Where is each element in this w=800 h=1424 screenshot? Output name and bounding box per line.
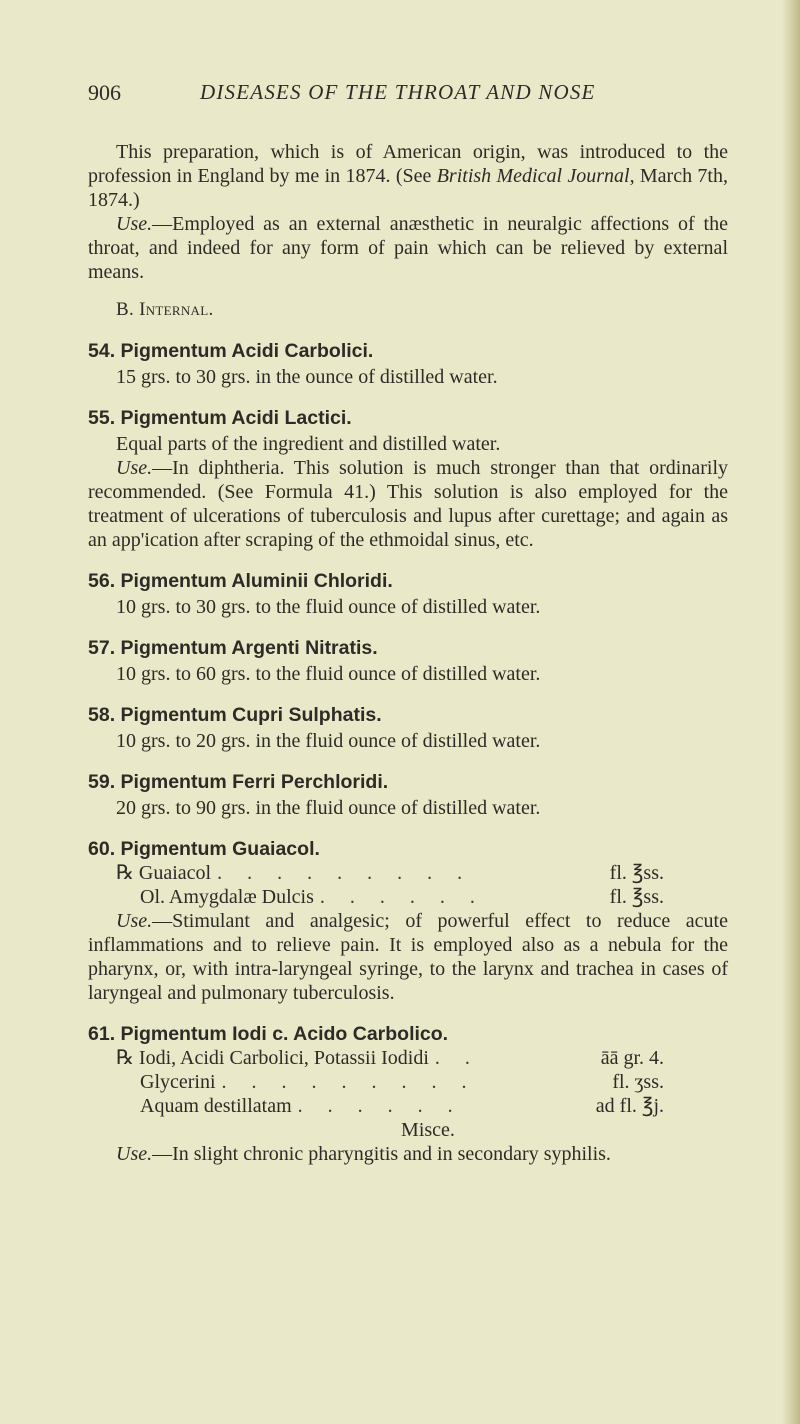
formula-detail: 20 grs. to 90 grs. in the fluid ounce of distilled water.	[116, 797, 541, 819]
formula-title: 61. Pigmentum Iodi c. Acido Carbolico.	[88, 1023, 449, 1045]
formula-title: 58. Pigmentum Cupri Sulphatis.	[88, 704, 382, 726]
intro-paragraph: This preparation, which is of American origin, was introduced to the profession in England by me in 1874. (See British Medical Journal, March 7th, 1874.)	[88, 141, 728, 211]
formula-61	[88, 1022, 728, 1166]
use-label: Use.	[116, 910, 153, 932]
prescription-line: Aquam destillatam . . . . . . ad fl. ℥j.	[140, 1095, 664, 1117]
formula-59	[88, 770, 728, 820]
prescription-line: ℞ Guaiacol . . . . . . . . . fl. ℥ss.	[116, 862, 664, 884]
formula-title: 56. Pigmentum Aluminii Chloridi.	[88, 570, 393, 592]
formula-57	[88, 636, 728, 686]
formula-58	[88, 703, 728, 753]
formula-detail: 10 grs. to 30 grs. to the fluid ounce of distilled water.	[116, 596, 541, 618]
use-label: Use.	[116, 457, 153, 479]
misce-instruction: Misce.	[401, 1119, 455, 1141]
prescription-line: Glycerini . . . . . . . . . fl. ʒss.	[140, 1071, 664, 1093]
formula-use: Use.—In slight chronic pharyngitis and in secondary syphilis.	[116, 1143, 611, 1165]
formula-title: 57. Pigmentum Argenti Nitratis.	[88, 637, 378, 659]
journal-title: British Medical Journal	[436, 165, 630, 187]
formula-title: 54. Pigmentum Acidi Carbolici.	[88, 340, 374, 362]
formula-56	[88, 569, 728, 619]
running-title: DISEASES OF THE THROAT AND NOSE	[200, 80, 596, 104]
formula-detail: 10 grs. to 60 grs. to the fluid ounce of distilled water.	[116, 663, 541, 685]
page-header	[88, 80, 728, 110]
formula-title: 55. Pigmentum Acidi Lactici.	[88, 407, 352, 429]
page-edge-shadow	[782, 0, 800, 1424]
use-label: Use.	[116, 1143, 153, 1165]
page-number: 906	[88, 80, 121, 105]
formula-60	[88, 837, 728, 1005]
page-body	[88, 140, 728, 1166]
formula-55	[88, 406, 728, 552]
section-heading: B. Internal.	[116, 299, 214, 320]
formula-detail: 10 grs. to 20 grs. in the fluid ounce of distilled water.	[116, 730, 541, 752]
formula-54	[88, 339, 728, 389]
use-label: Use.	[116, 213, 153, 235]
prescription-line: Ol. Amygdalæ Dulcis . . . . . . fl. ℥ss.	[140, 886, 664, 908]
prescription-line: ℞ Iodi, Acidi Carbolici, Potassii Iodidi . . āā gr. 4.	[116, 1047, 664, 1069]
formula-use: Use.—In diphtheria. This solution is much stronger than that ordinarily recommended. (See Formula 41.) This solution is also employed for the treatment of ulcerations of tuberculosis and lupus after curettage; and again as an app'ication after scraping of the ethmoidal sinus, etc.	[88, 457, 728, 551]
formula-detail: 15 grs. to 30 grs. in the ounce of distilled water.	[116, 366, 498, 388]
formula-title: 60. Pigmentum Guaiacol.	[88, 838, 320, 860]
intro-use-paragraph: Use.—Employed as an external anæsthetic in neuralgic affections of the throat, and indeed for any form of pain which can be relieved by external means.	[88, 213, 728, 283]
formula-detail: Equal parts of the ingredient and distilled water.	[116, 433, 501, 455]
formula-title: 59. Pigmentum Ferri Perchloridi.	[88, 771, 389, 793]
formula-use: Use.—Stimulant and analgesic; of powerful effect to reduce acute inflammations and to relieve pain. It is employed also as a nebula for the pharynx, or, with intra-laryngeal syringe, to the larynx and trachea in cases of laryngeal and pulmonary tuberculosis.	[88, 910, 728, 1004]
